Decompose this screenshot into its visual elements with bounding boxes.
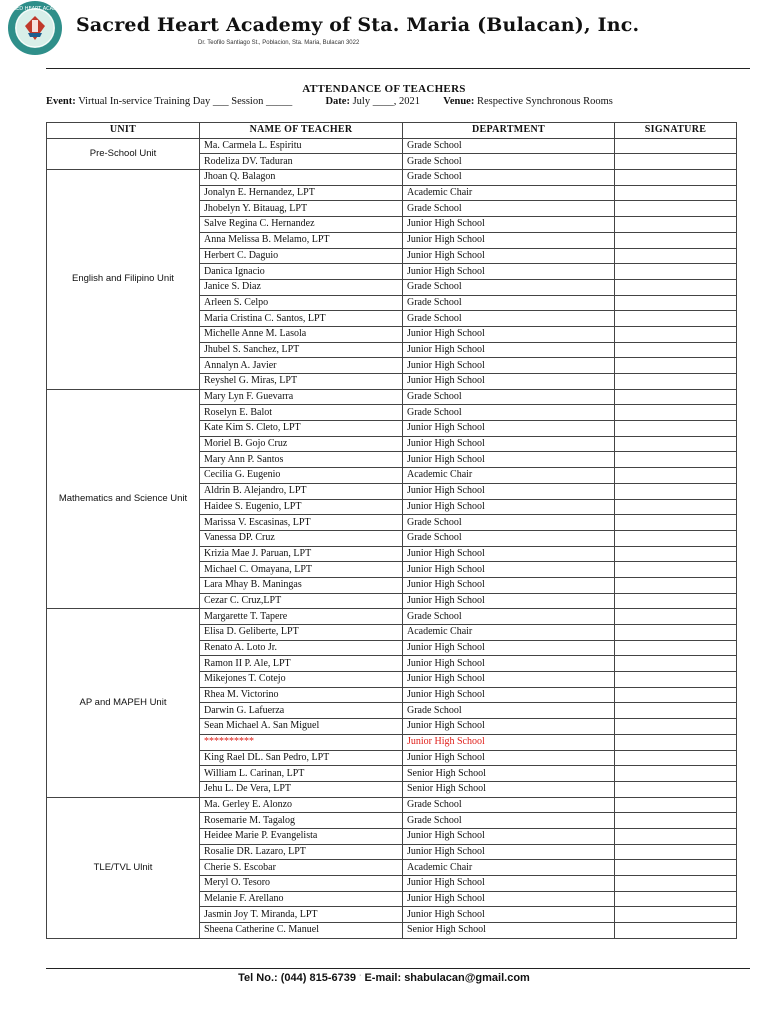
signature-cell[interactable] [615, 625, 737, 641]
department-cell: Academic Chair [403, 625, 615, 641]
department-cell: Junior High School [403, 844, 615, 860]
signature-cell[interactable] [615, 499, 737, 515]
signature-cell[interactable] [615, 530, 737, 546]
teacher-name-cell: Cherie S. Escobar [200, 860, 403, 876]
signature-cell[interactable] [615, 264, 737, 280]
teacher-name-cell: Michael C. Omayana, LPT [200, 562, 403, 578]
signature-cell[interactable] [615, 876, 737, 892]
department-cell: Junior High School [403, 656, 615, 672]
signature-cell[interactable] [615, 374, 737, 390]
signature-cell[interactable] [615, 577, 737, 593]
department-cell: Grade School [403, 405, 615, 421]
department-cell: Academic Chair [403, 185, 615, 201]
teacher-name-cell: Cecilia G. Eugenio [200, 468, 403, 484]
department-cell: Junior High School [403, 358, 615, 374]
attendance-table [46, 122, 737, 939]
department-cell: Junior High School [403, 593, 615, 609]
teacher-name-cell: Aldrin B. Alejandro, LPT [200, 483, 403, 499]
teacher-name-cell: Salve Regina C. Hernandez [200, 217, 403, 233]
signature-cell[interactable] [615, 891, 737, 907]
venue-label: Venue: [443, 96, 475, 107]
department-cell: Grade School [403, 797, 615, 813]
teacher-name-cell: ********** [200, 734, 403, 750]
department-cell: Grade School [403, 813, 615, 829]
school-address: Dr. Teofilo Santiago St., Poblacion, Sta. Maria, Bulacan 3022 [198, 40, 360, 46]
department-cell: Grade School [403, 201, 615, 217]
teacher-name-cell: Lara Mhay B. Maningas [200, 577, 403, 593]
school-seal-logo [2, 0, 68, 56]
teacher-name-cell: Rhea M. Victorino [200, 687, 403, 703]
signature-cell[interactable] [615, 389, 737, 405]
teacher-name-cell: Marissa V. Escasinas, LPT [200, 515, 403, 531]
department-cell: Grade School [403, 515, 615, 531]
signature-cell[interactable] [615, 656, 737, 672]
department-cell: Junior High School [403, 483, 615, 499]
header-name: NAME OF TEACHER [200, 123, 403, 139]
teacher-name-cell: Rosalie DR. Lazaro, LPT [200, 844, 403, 860]
signature-cell[interactable] [615, 609, 737, 625]
unit-cell: AP and MAPEH Unit [47, 609, 200, 797]
teacher-name-cell: Kate Kim S. Cleto, LPT [200, 421, 403, 437]
teacher-name-cell: Janice S. Diaz [200, 279, 403, 295]
department-cell: Junior High School [403, 640, 615, 656]
department-cell: Grade School [403, 170, 615, 186]
date-value: July ____, 2021 [352, 96, 420, 107]
teacher-name-cell: Herbert C. Daguio [200, 248, 403, 264]
department-cell: Junior High School [403, 907, 615, 923]
department-cell: Senior High School [403, 781, 615, 797]
teacher-name-cell: Mary Lyn F. Guevarra [200, 389, 403, 405]
teacher-name-cell: Jhobelyn Y. Bitauag, LPT [200, 201, 403, 217]
teacher-name-cell: Anna Melissa B. Melamo, LPT [200, 232, 403, 248]
department-cell: Junior High School [403, 828, 615, 844]
department-cell: Junior High School [403, 891, 615, 907]
signature-cell[interactable] [615, 860, 737, 876]
department-cell: Grade School [403, 295, 615, 311]
signature-cell[interactable] [615, 483, 737, 499]
department-cell: Junior High School [403, 217, 615, 233]
teacher-name-cell: Rosemarie M. Tagalog [200, 813, 403, 829]
signature-cell[interactable] [615, 719, 737, 735]
footer-divider [46, 968, 750, 969]
signature-cell[interactable] [615, 687, 737, 703]
department-cell: Junior High School [403, 452, 615, 468]
signature-cell[interactable] [615, 734, 737, 750]
department-cell: Grade School [403, 389, 615, 405]
unit-cell: Pre-School Unit [47, 138, 200, 169]
teacher-name-cell: Jehu L. De Vera, LPT [200, 781, 403, 797]
department-cell: Grade School [403, 138, 615, 154]
department-cell: Junior High School [403, 342, 615, 358]
signature-cell[interactable] [615, 279, 737, 295]
teacher-name-cell: Mikejones T. Cotejo [200, 672, 403, 688]
department-cell: Junior High School [403, 232, 615, 248]
department-cell: Junior High School [403, 750, 615, 766]
teacher-name-cell: Haidee S. Eugenio, LPT [200, 499, 403, 515]
signature-cell[interactable] [615, 217, 737, 233]
teacher-name-cell: Krizia Mae J. Paruan, LPT [200, 546, 403, 562]
table-row [47, 170, 737, 186]
email-value: shabulacan@gmail.com [404, 972, 530, 984]
footer-separator: · [359, 972, 362, 979]
department-cell: Grade School [403, 279, 615, 295]
signature-cell[interactable] [615, 672, 737, 688]
signature-cell[interactable] [615, 436, 737, 452]
teacher-name-cell: Heidee Marie P. Evangelista [200, 828, 403, 844]
signature-cell[interactable] [615, 828, 737, 844]
teacher-name-cell: Danica Ignacio [200, 264, 403, 280]
signature-cell[interactable] [615, 185, 737, 201]
signature-cell[interactable] [615, 703, 737, 719]
header-signature: SIGNATURE [615, 123, 737, 139]
signature-cell[interactable] [615, 248, 737, 264]
department-cell: Grade School [403, 609, 615, 625]
signature-cell[interactable] [615, 232, 737, 248]
teacher-name-cell: Jhubel S. Sanchez, LPT [200, 342, 403, 358]
teacher-name-cell: Jhoan Q. Balagon [200, 170, 403, 186]
table-header-row [47, 123, 737, 139]
signature-cell[interactable] [615, 154, 737, 170]
signature-cell[interactable] [615, 546, 737, 562]
email-label: E-mail: [364, 972, 402, 984]
table-row [47, 389, 737, 405]
tel-value: (044) 815-6739 [280, 972, 356, 984]
signature-cell[interactable] [615, 311, 737, 327]
date-label: Date: [325, 96, 350, 107]
signature-cell[interactable] [615, 923, 737, 939]
teacher-name-cell: Ma. Gerley E. Alonzo [200, 797, 403, 813]
signature-cell[interactable] [615, 766, 737, 782]
teacher-name-cell: Annalyn A. Javier [200, 358, 403, 374]
signature-cell[interactable] [615, 452, 737, 468]
signature-cell[interactable] [615, 326, 737, 342]
unit-cell: TLE/TVL Ulnit [47, 797, 200, 938]
department-cell: Junior High School [403, 374, 615, 390]
department-cell: Junior High School [403, 436, 615, 452]
teacher-name-cell: Margarette T. Tapere [200, 609, 403, 625]
teacher-name-cell: Vanessa DP. Cruz [200, 530, 403, 546]
teacher-name-cell: Roselyn E. Balot [200, 405, 403, 421]
event-details [46, 96, 613, 107]
teacher-name-cell: Ma. Carmela L. Espiritu [200, 138, 403, 154]
signature-cell[interactable] [615, 562, 737, 578]
department-cell: Academic Chair [403, 468, 615, 484]
department-cell: Senior High School [403, 766, 615, 782]
teacher-name-cell: William L. Carinan, LPT [200, 766, 403, 782]
table-row [47, 138, 737, 154]
department-cell: Junior High School [403, 264, 615, 280]
signature-cell[interactable] [615, 797, 737, 813]
signature-cell[interactable] [615, 138, 737, 154]
signature-cell[interactable] [615, 421, 737, 437]
teacher-name-cell: Sean Michael A. San Miguel [200, 719, 403, 735]
signature-cell[interactable] [615, 813, 737, 829]
signature-cell[interactable] [615, 781, 737, 797]
footer-contact [0, 972, 768, 984]
teacher-name-cell: Moriel B. Gojo Cruz [200, 436, 403, 452]
teacher-name-cell: Jasmin Joy T. Miranda, LPT [200, 907, 403, 923]
department-cell: Senior High School [403, 923, 615, 939]
signature-cell[interactable] [615, 515, 737, 531]
teacher-name-cell: Melanie F. Arellano [200, 891, 403, 907]
department-cell: Junior High School [403, 326, 615, 342]
teacher-name-cell: Rodeliza DV. Taduran [200, 154, 403, 170]
teacher-name-cell: King Rael DL. San Pedro, LPT [200, 750, 403, 766]
signature-cell[interactable] [615, 907, 737, 923]
department-cell: Junior High School [403, 687, 615, 703]
department-cell: Junior High School [403, 546, 615, 562]
department-cell: Junior High School [403, 248, 615, 264]
department-cell: Junior High School [403, 421, 615, 437]
teacher-name-cell: Ramon II P. Ale, LPT [200, 656, 403, 672]
teacher-name-cell: Mary Ann P. Santos [200, 452, 403, 468]
teacher-name-cell: Maria Cristina C. Santos, LPT [200, 311, 403, 327]
table-row [47, 609, 737, 625]
signature-cell[interactable] [615, 295, 737, 311]
attendance-table-body [47, 138, 737, 938]
signature-cell[interactable] [615, 201, 737, 217]
department-cell: Junior High School [403, 499, 615, 515]
event-label: Event: [46, 96, 76, 107]
signature-cell[interactable] [615, 844, 737, 860]
signature-cell[interactable] [615, 750, 737, 766]
letterhead [0, 0, 768, 70]
signature-cell[interactable] [615, 468, 737, 484]
teacher-name-cell: Michelle Anne M. Lasola [200, 326, 403, 342]
event-value: Virtual In-service Training Day ___ Session _____ [78, 96, 293, 107]
teacher-name-cell: Elisa D. Geliberte, LPT [200, 625, 403, 641]
department-cell: Junior High School [403, 876, 615, 892]
teacher-name-cell: Sheena Catherine C. Manuel [200, 923, 403, 939]
department-cell: Grade School [403, 703, 615, 719]
signature-cell[interactable] [615, 342, 737, 358]
department-cell: Grade School [403, 154, 615, 170]
school-name: Sacred Heart Academy of Sta. Maria (Bulacan), Inc. [76, 14, 640, 36]
department-cell: Junior High School [403, 577, 615, 593]
signature-cell[interactable] [615, 593, 737, 609]
teacher-name-cell: Jonalyn E. Hernandez, LPT [200, 185, 403, 201]
unit-cell: English and Filipino Unit [47, 170, 200, 390]
department-cell: Junior High School [403, 562, 615, 578]
department-cell: Junior High School [403, 672, 615, 688]
signature-cell[interactable] [615, 405, 737, 421]
table-row [47, 797, 737, 813]
tel-label: Tel No.: [238, 972, 278, 984]
department-cell: Junior High School [403, 734, 615, 750]
department-cell: Grade School [403, 530, 615, 546]
teacher-name-cell: Cezar C. Cruz,LPT [200, 593, 403, 609]
header-unit: UNIT [47, 123, 200, 139]
header-department: DEPARTMENT [403, 123, 615, 139]
teacher-name-cell: Reyshel G. Miras, LPT [200, 374, 403, 390]
signature-cell[interactable] [615, 170, 737, 186]
unit-cell: Mathematics and Science Unit [47, 389, 200, 609]
venue-value: Respective Synchronous Rooms [476, 96, 613, 107]
teacher-name-cell: Renato A. Loto Jr. [200, 640, 403, 656]
document-title: ATTENDANCE OF TEACHERS [302, 83, 466, 95]
signature-cell[interactable] [615, 640, 737, 656]
teacher-name-cell: Darwin G. Lafuerza [200, 703, 403, 719]
teacher-name-cell: Arleen S. Celpo [200, 295, 403, 311]
header-divider [46, 68, 750, 69]
department-cell: Junior High School [403, 719, 615, 735]
department-cell: Academic Chair [403, 860, 615, 876]
signature-cell[interactable] [615, 358, 737, 374]
logo-ring-text: SACRED HEART ACADEMY [2, 6, 68, 12]
teacher-name-cell: Meryl O. Tesoro [200, 876, 403, 892]
department-cell: Grade School [403, 311, 615, 327]
